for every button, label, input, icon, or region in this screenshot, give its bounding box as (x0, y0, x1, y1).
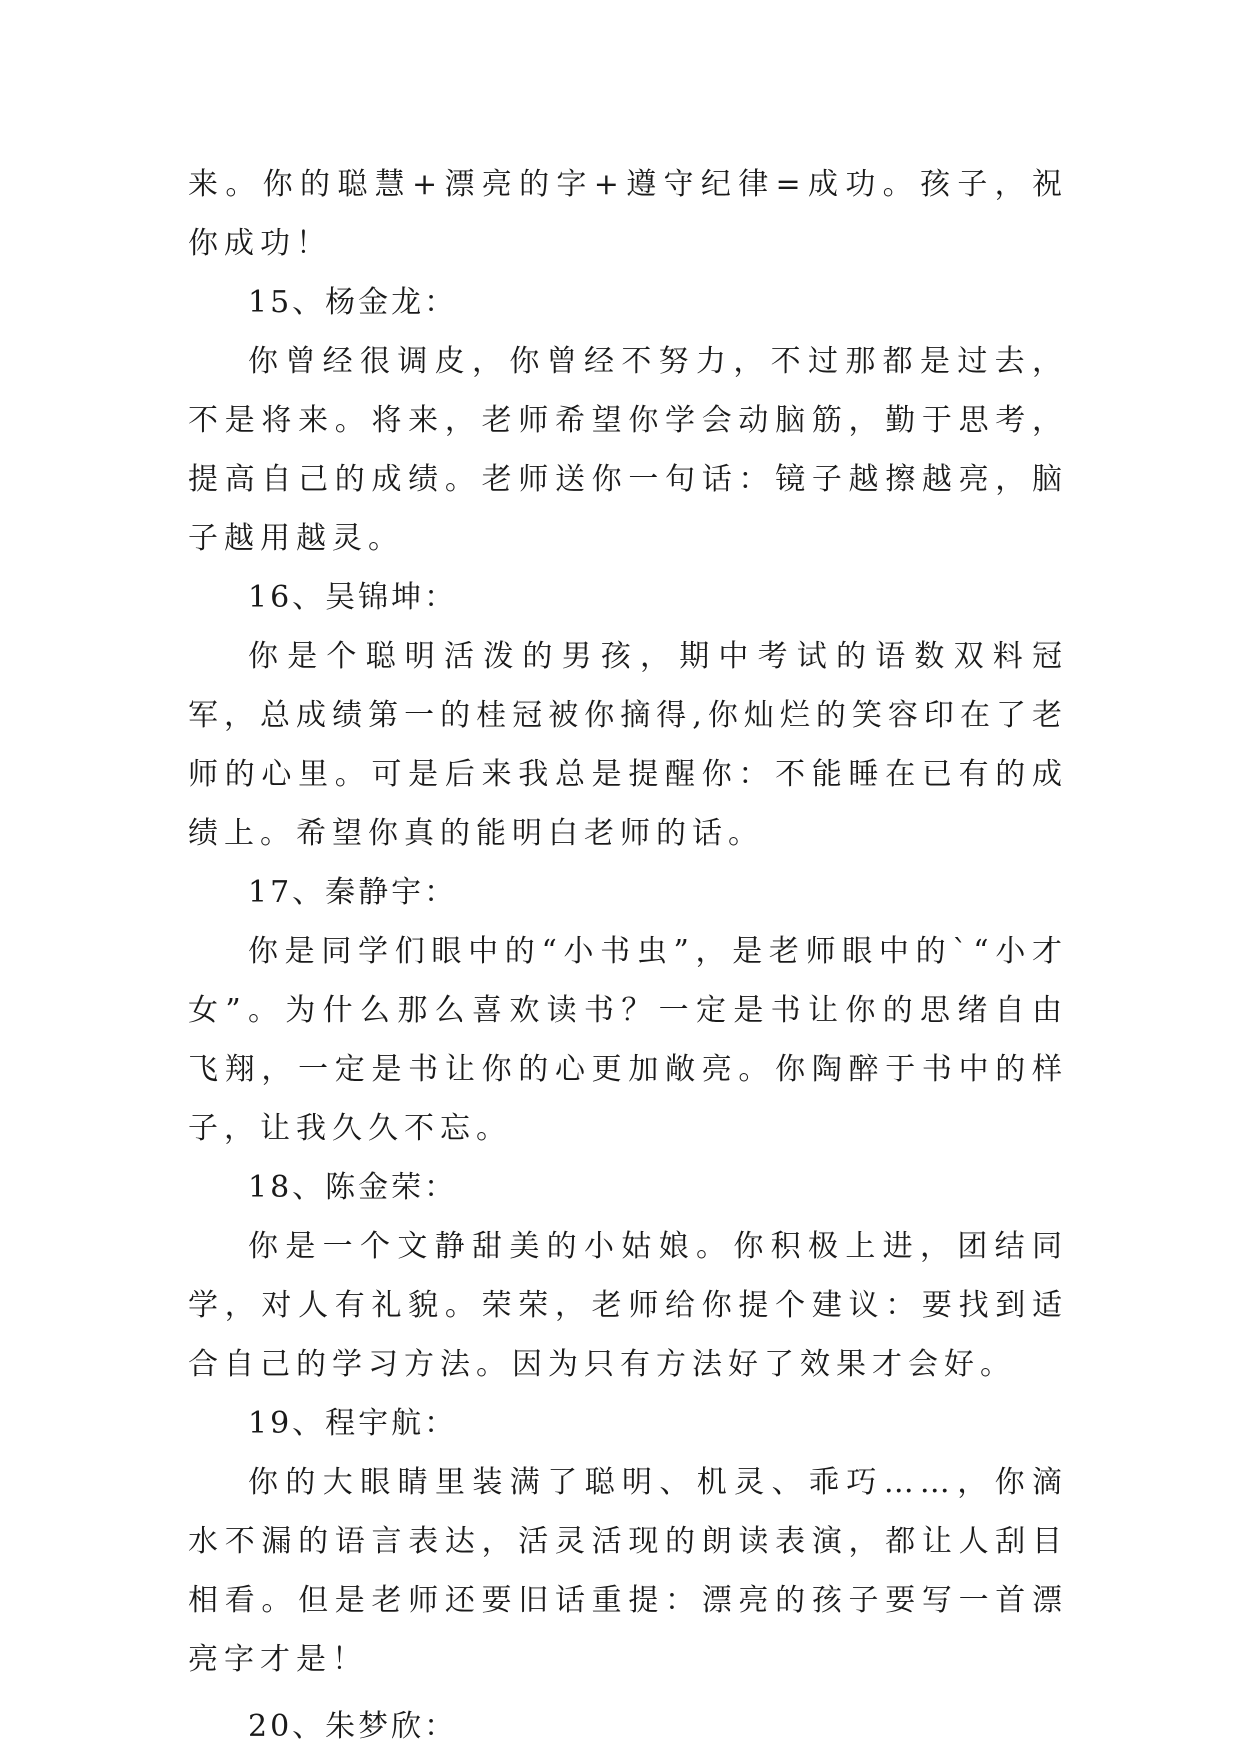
document-body (188, 155, 1068, 1756)
student-heading-16: 16、吴锦坤： (248, 580, 458, 615)
comment-paragraph-17: 你是同学们眼中的“小书虫”，是老师眼中的`“小才女”。为什么那么喜欢读书？一定是书让你的思绪自由飞翔，一定是书让你的心更加敞亮。你陶醉于书中的样子，让我久久不忘。 (188, 934, 1068, 1146)
student-heading-17: 17、秦静宇： (248, 875, 458, 910)
student-heading-15: 15、杨金龙： (248, 285, 458, 320)
comment-paragraph-15: 你曾经很调皮，你曾经不努力，不过那都是过去，不是将来。将来，老师希望你学会动脑筋，勤于思考，提高自己的成绩。老师送你一句话：镜子越擦越亮，脑子越用越灵。 (188, 344, 1068, 556)
student-heading-19: 19、程宇航： (248, 1406, 458, 1441)
student-heading-18: 18、陈金荣： (248, 1170, 458, 1205)
student-heading-20: 20、朱梦欣： (248, 1709, 458, 1744)
comment-paragraph-18: 你是一个文静甜美的小姑娘。你积极上进，团结同学，对人有礼貌。荣荣，老师给你提个建议：要找到适合自己的学习方法。因为只有方法好了效果才会好。 (188, 1229, 1068, 1382)
comment-paragraph-16: 你是个聪明活泼的男孩，期中考试的语数双料冠军，总成绩第一的桂冠被你摘得,你灿烂的笑容印在了老师的心里。可是后来我总是提醒你：不能睡在已有的成绩上。希望你真的能明白老师的话。 (188, 639, 1068, 851)
paragraph-continuation: 来。你的聪慧+漂亮的字+遵守纪律=成功。孩子，祝你成功！ (188, 167, 1068, 261)
comment-paragraph-19: 你的大眼睛里装满了聪明、机灵、乖巧……，你滴水不漏的语言表达，活灵活现的朗读表演，都让人刮目相看。但是老师还要旧话重提：漂亮的孩子要写一首漂亮字才是！ (188, 1465, 1068, 1677)
